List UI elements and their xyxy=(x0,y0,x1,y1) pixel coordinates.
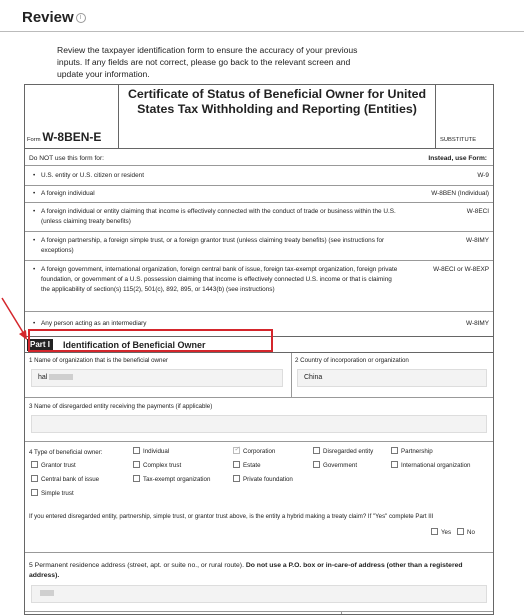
exclusion-row xyxy=(33,171,489,183)
checkbox[interactable] xyxy=(313,447,320,454)
exclusion-form: W-8ECI or W-8EXP xyxy=(433,266,489,273)
owner-type-government[interactable] xyxy=(313,462,357,470)
checkbox-label: Estate xyxy=(243,462,261,470)
owner-type-private-foundation[interactable] xyxy=(233,476,293,484)
checkbox-label: Partnership xyxy=(401,448,433,456)
country-value: China xyxy=(304,374,323,381)
bullet: • xyxy=(33,172,36,179)
owner-type-simple-trust[interactable] xyxy=(31,490,74,498)
form-title: Certificate of Status of Beneficial Owner for United States Tax Withholding and Reporting (Entities) xyxy=(127,87,427,116)
checkbox[interactable] xyxy=(431,528,438,535)
bullet: • xyxy=(33,208,36,215)
separator xyxy=(25,611,494,612)
exclusion-form: W-9 xyxy=(477,172,489,179)
separator xyxy=(25,185,494,186)
exclusion-form: W-8IMY xyxy=(466,237,489,244)
exclusion-text: A foreign individual xyxy=(41,190,95,197)
checkbox[interactable] xyxy=(233,461,240,468)
organization-name-field[interactable] xyxy=(31,369,283,387)
review-heading xyxy=(22,9,86,26)
field-4-label: 4 Type of beneficial owner: xyxy=(29,449,103,456)
checkbox-label: Complex trust xyxy=(143,462,182,470)
field-5-label xyxy=(29,561,491,581)
redacted-text xyxy=(40,590,54,596)
checkbox[interactable] xyxy=(133,447,140,454)
owner-type-individual[interactable] xyxy=(133,448,169,456)
exclusion-row xyxy=(33,265,489,307)
checkmark-icon: ✓ xyxy=(234,446,240,453)
checkbox[interactable] xyxy=(391,447,398,454)
form-number-value: W-8BEN-E xyxy=(42,130,102,144)
checkbox-label: Government xyxy=(323,462,358,470)
disregarded-entity-field[interactable] xyxy=(31,415,487,433)
owner-type-disregarded[interactable] xyxy=(313,448,373,456)
checkbox[interactable] xyxy=(31,475,38,482)
checkbox-label: International organization xyxy=(401,462,471,470)
hybrid-question: If you entered disregarded entity, partnership, simple trust, or grantor trust above, is the entity a hybrid making a treaty claim? If "Yes" complete Part III xyxy=(29,513,434,520)
review-intro-text: Review the taxpayer identification form to ensure the accuracy of your previous inputs. If any fields are not correct, please go back to the relevant screen and update your information. xyxy=(57,45,358,79)
exclusion-form: W-8ECI xyxy=(466,208,489,215)
exclusion-text: U.S. entity or U.S. citizen or resident xyxy=(41,172,144,179)
hybrid-yes[interactable] xyxy=(431,529,451,537)
checkbox-label: Private foundation xyxy=(243,476,293,484)
checkbox-label: Grantor trust xyxy=(41,462,76,470)
exclusion-text: A foreign individual or entity claiming that income is effectively connected with the conduct of trade or business within the U.S. (unless claiming treaty benefits) xyxy=(41,208,396,225)
column-divider xyxy=(341,611,342,615)
exclusion-row xyxy=(33,207,489,229)
checkbox-label: Central bank of issue xyxy=(41,476,100,484)
bullet: • xyxy=(33,320,36,327)
separator xyxy=(25,552,494,553)
bullet: • xyxy=(33,190,36,197)
owner-type-estate[interactable] xyxy=(233,462,261,470)
separator xyxy=(25,260,494,261)
field-3-label: 3 Name of disregarded entity receiving the payments (if applicable) xyxy=(29,403,213,410)
owner-type-international-org[interactable] xyxy=(391,462,471,470)
bullet: • xyxy=(33,266,36,273)
separator xyxy=(25,231,494,232)
do-not-use-heading: Do NOT use this form for: xyxy=(29,155,104,162)
separator xyxy=(25,311,494,312)
checkbox[interactable] xyxy=(31,461,38,468)
exclusion-row xyxy=(33,236,489,258)
country-field[interactable] xyxy=(297,369,487,387)
instead-use-heading: Instead, use Form: xyxy=(428,155,487,162)
checkbox-label: Yes xyxy=(441,529,452,537)
exclusion-text: A foreign partnership, a foreign simple trust, or a foreign grantor trust (unless claiming treaty benefits) (see instructions for exceptions) xyxy=(41,237,385,254)
exclusion-form: W-8BEN (Individual) xyxy=(431,190,489,197)
owner-type-central-bank[interactable] xyxy=(31,476,99,484)
exclusion-text: A foreign government, international organization, foreign central bank of issue, foreign tax-exempt organization, foreign private foundation, or government of a U.S. possession claiming that income is effectively connected U.S. income or that is claiming the applicability of section(s) 115(2), 501(c), 892, 895, or 1443(b) (see instructions) xyxy=(41,266,398,293)
substitute-cell xyxy=(435,85,494,149)
checkbox[interactable] xyxy=(133,461,140,468)
owner-type-partnership[interactable] xyxy=(391,448,433,456)
checkbox-label: No xyxy=(467,529,475,537)
part-1-badge: Part I xyxy=(27,339,53,351)
checkbox[interactable] xyxy=(233,475,240,482)
checkbox-label: Tax-exempt organization xyxy=(143,476,211,484)
separator xyxy=(25,165,494,166)
owner-type-tax-exempt[interactable] xyxy=(133,476,210,484)
hybrid-no[interactable] xyxy=(457,529,475,537)
checkbox[interactable] xyxy=(313,461,320,468)
checkbox[interactable] xyxy=(391,461,398,468)
checkbox-label: Simple trust xyxy=(41,490,74,498)
checkbox-label: Individual xyxy=(143,448,170,456)
checkbox[interactable] xyxy=(133,475,140,482)
info-icon[interactable]: i xyxy=(76,13,86,23)
permanent-address-field[interactable] xyxy=(31,585,487,603)
column-divider xyxy=(291,353,292,397)
checkbox[interactable] xyxy=(457,528,464,535)
bullet: • xyxy=(33,237,36,244)
review-title: Review xyxy=(22,9,74,26)
form-number-cell xyxy=(25,85,119,149)
separator xyxy=(25,441,494,442)
separator xyxy=(25,202,494,203)
exclusion-form: W-8IMY xyxy=(466,320,489,327)
exclusion-row xyxy=(33,189,489,201)
checkbox-label: Disregarded entity xyxy=(323,448,374,456)
checkbox-label: Corporation xyxy=(243,448,276,456)
owner-type-grantor-trust[interactable] xyxy=(31,462,76,470)
form-header xyxy=(25,85,494,149)
form-number xyxy=(27,130,101,144)
separator xyxy=(25,397,494,398)
checkbox[interactable] xyxy=(233,447,240,454)
part-1-highlight-box xyxy=(28,329,273,352)
field-1-label: 1 Name of organization that is the beneficial owner xyxy=(29,357,168,364)
organization-name-value: hal xyxy=(38,374,48,381)
form-number-label: Form xyxy=(27,137,41,143)
part-1-title: Identification of Beneficial Owner xyxy=(63,340,206,350)
field-5-label-bold: Do not use a P.O. box or in-care-of address (other than a registered address). xyxy=(29,562,463,579)
substitute-label: SUBSTITUTE xyxy=(440,137,477,143)
checkbox[interactable] xyxy=(31,489,38,496)
arrow-icon xyxy=(0,296,30,346)
field-2-label: 2 Country of incorporation or organization xyxy=(295,357,409,364)
redacted-text xyxy=(49,374,73,380)
field-5-label-start: 5 Permanent residence address (street, apt. or suite no., or rural route). xyxy=(29,562,246,569)
top-divider xyxy=(0,31,524,32)
owner-type-corporation[interactable] xyxy=(233,448,275,456)
owner-type-complex-trust[interactable] xyxy=(133,462,181,470)
exclusion-text: Any person acting as an intermediary xyxy=(41,320,147,327)
